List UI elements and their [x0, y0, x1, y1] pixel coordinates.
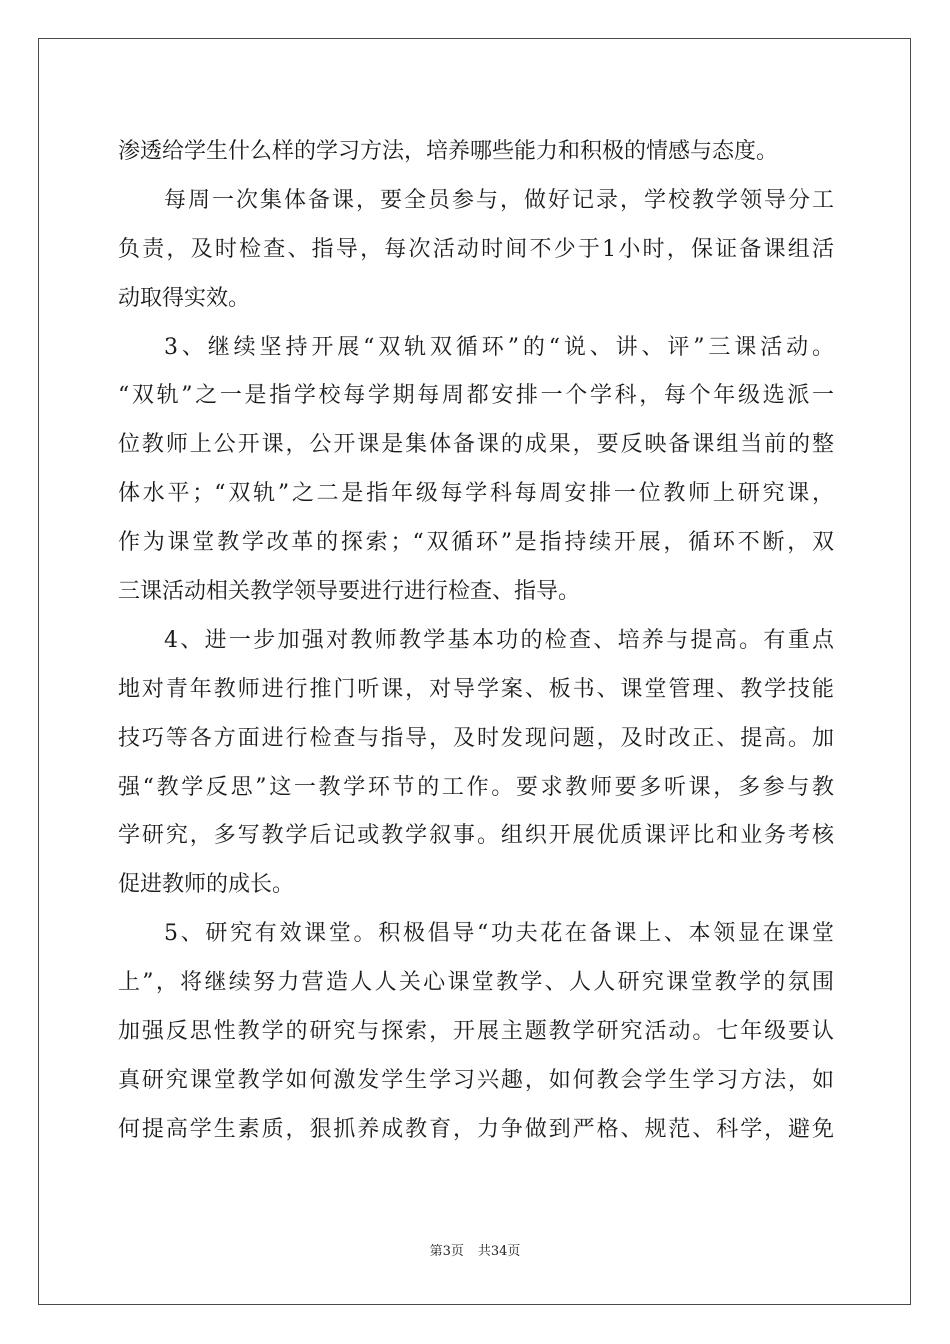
text-line: 渗透给学生什么样的学习方法，培养哪些能力和积极的情感与态度。 [118, 139, 779, 164]
page-footer [0, 1240, 950, 1259]
document-body [118, 128, 834, 1155]
text-line: 何提高学生素质，狠抓养成教育，力争做到严格、规范、科学，避免 [118, 1116, 834, 1142]
text-line: 真研究课堂教学如何激发学生学习兴趣，如何教会学生学习方法，如 [118, 1067, 834, 1093]
text-line: 5、研究有效课堂。积极倡导“功夫花在备课上、本领显在课堂 [164, 921, 834, 947]
text-line: “双轨”之一是指学校每学期每周都安排一个学科，每个年级选派一 [118, 383, 834, 409]
text-line: 强“教学反思”这一教学环节的工作。要求教师要多听课，多参与教 [118, 774, 834, 800]
page-total: 共34页 [477, 1244, 521, 1259]
page-number: 第3页 [429, 1244, 464, 1259]
text-line: 4、进一步加强对教师教学基本功的检查、培养与提高。有重点 [164, 627, 834, 653]
text-line: 学研究，多写教学后记或教学叙事。组织开展优质课评比和业务考核 [118, 823, 834, 849]
text-line: 动取得实效。 [118, 285, 251, 311]
text-line: 三课活动相关教学领导要进行进行检查、指导。 [118, 579, 581, 605]
text-line: 每周一次集体备课，要全员参与，做好记录，学校教学领导分工 [164, 187, 834, 213]
text-line: 3、继续坚持开展“双轨双循环”的“说、讲、评”三课活动。 [164, 334, 834, 360]
text-line: 负责，及时检查、指导，每次活动时间不少于1小时，保证备课组活 [118, 236, 834, 262]
text-line: 地对青年教师进行推门听课，对导学案、板书、课堂管理、教学技能 [118, 676, 834, 702]
text-line: 作为课堂教学改革的探索；“双循环”是指持续开展，循环不断，双 [118, 530, 834, 556]
text-line: 体水平；“双轨”之二是指年级每学科每周安排一位教师上研究课， [118, 481, 834, 507]
text-line: 上”，将继续努力营造人人关心课堂教学、人人研究课堂教学的氛围 [118, 970, 834, 996]
text-line: 技巧等各方面进行检查与指导，及时发现问题，及时改正、提高。加 [118, 725, 834, 751]
text-line: 位教师上公开课，公开课是集体备课的成果，要反映备课组当前的整 [118, 432, 834, 458]
text-line: 加强反思性教学的研究与探索，开展主题教学研究活动。七年级要认 [118, 1019, 834, 1045]
text-line: 促进教师的成长。 [118, 872, 295, 898]
